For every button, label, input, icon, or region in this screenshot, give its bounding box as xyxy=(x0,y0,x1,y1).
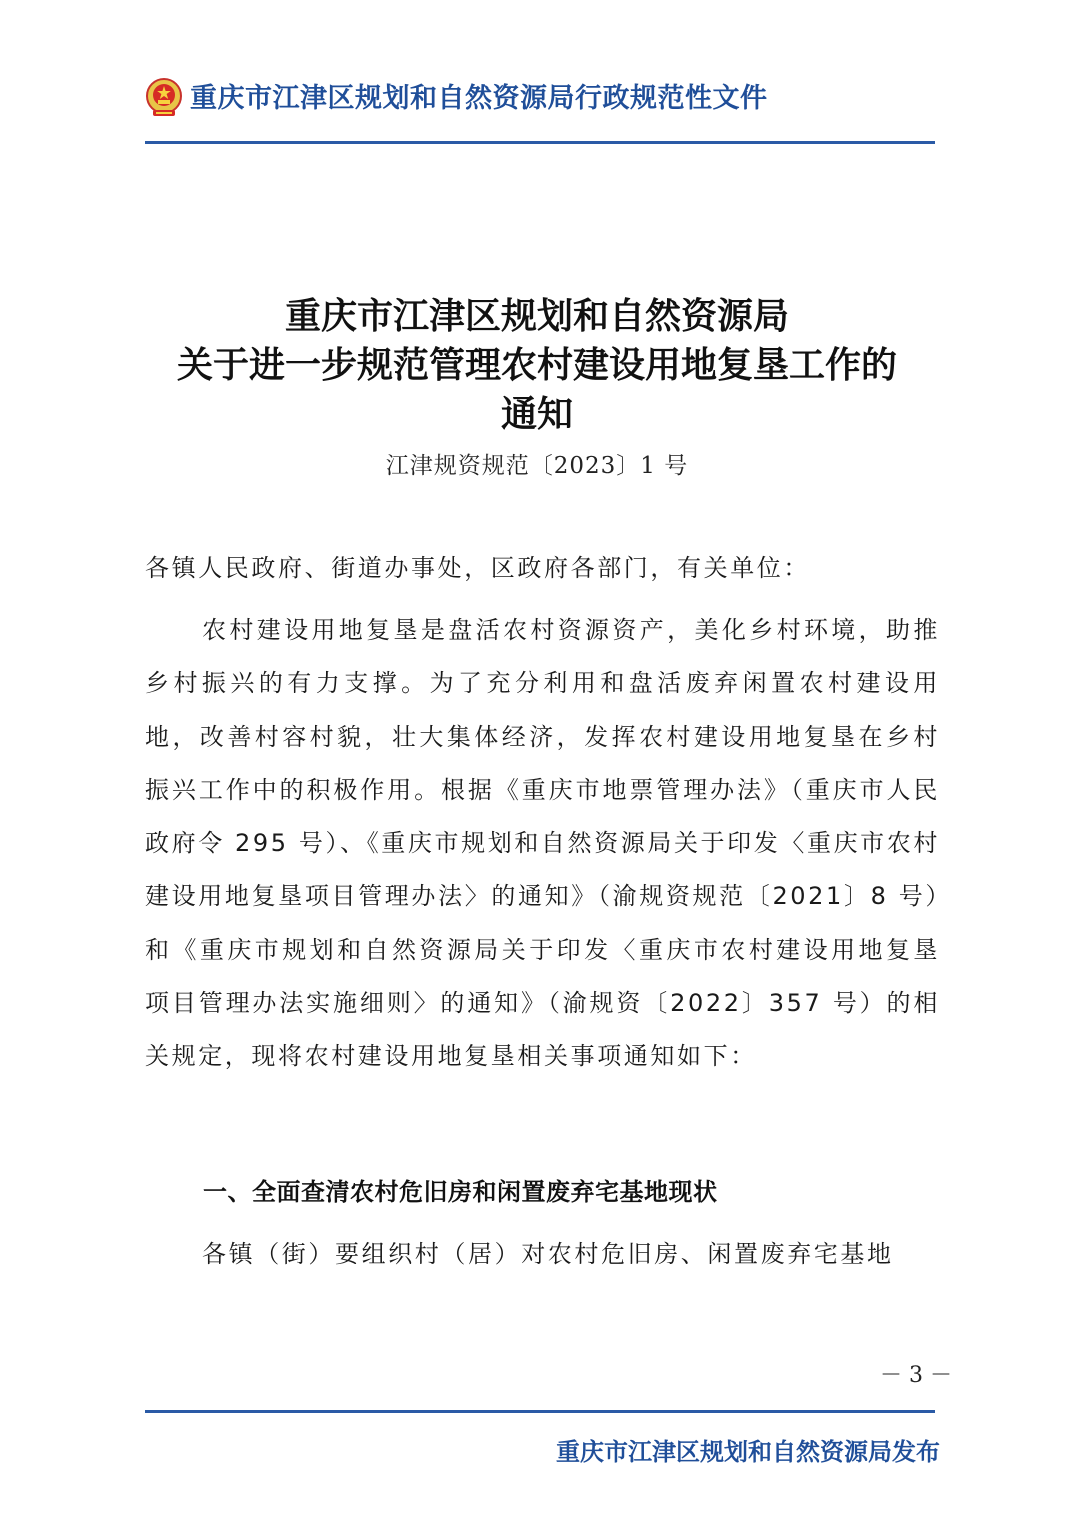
header-title: 重庆市江津区规划和自然资源局行政规范性文件 xyxy=(190,83,768,114)
salutation: 各镇人民政府、街道办事处，区政府各部门，有关单位： xyxy=(145,554,810,582)
body-paragraph: 农村建设用地复垦是盘活农村资源资产，美化乡村环境，助推乡村振兴的有力支撑。为了充分利用和盘活废弃闲置农村建设用地，改善村容村貌，壮大集体经济，发挥农村建设用地复垦在乡村振兴工作中的积极作用。根据《重庆市地票管理办法》（重庆市人民政府令 295 号）、《重庆市规划和自然资源局关于印发〈重庆市农村建设用地复垦项目管理办法〉的通知》（渝规资规范〔2021〕8 号）和《重庆市规划和自然资源局关于印发〈重庆市农村建设用地复垦项目管理办法实施细则〉的通知》（渝规资〔2022〕357 号）的相关规定，现将农村建设用地复垦相关事项通知如下： xyxy=(145,616,940,1071)
document-title-line-3: 通知 xyxy=(500,393,573,435)
document-title-line-2: 关于进一步规范管理农村建设用地复垦工作的 xyxy=(176,344,897,386)
footer-publisher: 重庆市江津区规划和自然资源局发布 xyxy=(556,1438,940,1466)
national-emblem-icon xyxy=(145,77,183,119)
document-title-line-1: 重庆市江津区规划和自然资源局 xyxy=(284,295,789,337)
section-paragraph: 各镇（街）要组织村（居）对农村危旧房、闲置废弃宅基地 xyxy=(202,1240,894,1268)
footer-divider xyxy=(145,1410,935,1413)
header-divider xyxy=(145,141,935,144)
section-heading: 一、全面查清农村危旧房和闲置废弃宅基地现状 xyxy=(203,1178,718,1206)
document-number: 江津规资规范〔2023〕1 号 xyxy=(385,453,689,479)
page-number: － 3 － xyxy=(880,1363,952,1388)
